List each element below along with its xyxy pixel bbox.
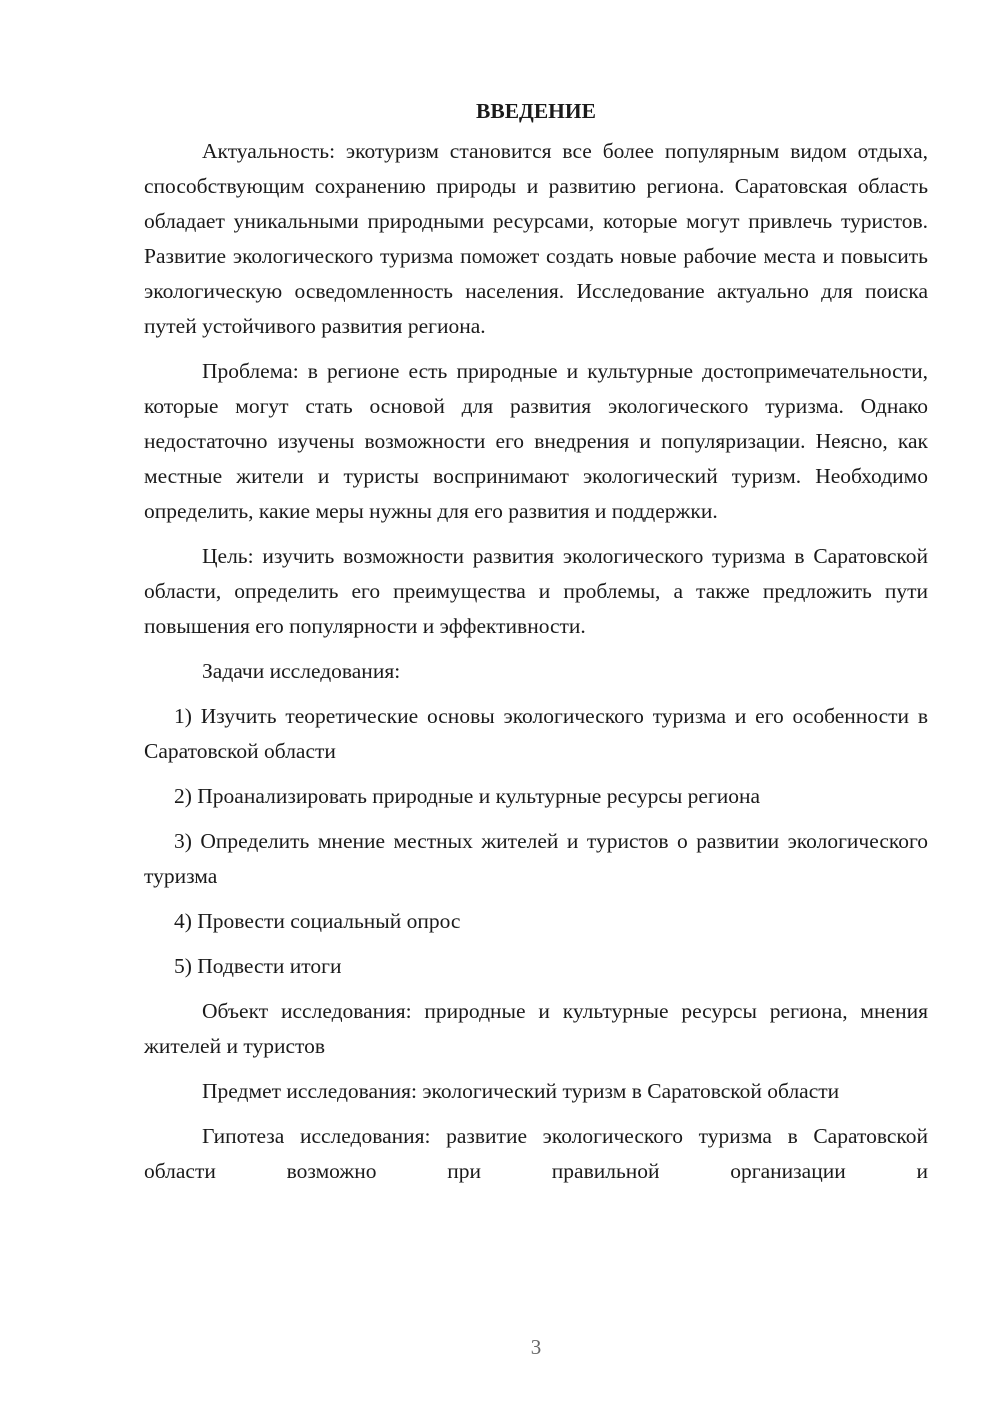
hypothesis-paragraph: Гипотеза исследования: развитие экологического туризма в Саратовской области возможно при правильной организации и	[144, 1124, 928, 1183]
object-paragraph: Объект исследования: природные и культурные ресурсы региона, мнения жителей и туристов	[144, 999, 928, 1058]
goal-paragraph: Цель: изучить возможности развития экологического туризма в Саратовской области, определить его преимущества и проблемы, а также предложить пути повышения его популярности и эффективности.	[144, 544, 928, 638]
task-item-2: 2) Проанализировать природные и культурные ресурсы региона	[174, 784, 761, 808]
task-item-5: 5) Подвести итоги	[174, 954, 342, 978]
section-title: ВВЕДЕНИЕ	[476, 99, 596, 123]
task-item-1: 1) Изучить теоретические основы экологического туризма и его особенности в Саратовской области	[144, 704, 928, 763]
page-number: 3	[530, 1335, 542, 1359]
problem-paragraph: Проблема: в регионе есть природные и культурные достопримечательности, которые могут стать основой для развития экологического туризма. Однако недостаточно изучены возможности его внедрения и популяризации. Неясно, как местные жители и туристы воспринимают экологический туризм. Необходимо определить, какие меры нужны для его развития и поддержки.	[144, 359, 928, 523]
task-item-3: 3) Определить мнение местных жителей и туристов о развитии экологического туризма	[144, 829, 928, 888]
subject-paragraph: Предмет исследования: экологический туризм в Саратовской области	[202, 1079, 840, 1103]
task-item-4: 4) Провести социальный опрос	[174, 909, 461, 933]
relevance-paragraph: Актуальность: экотуризм становится все более популярным видом отдыха, способствующим сохранению природы и развитию региона. Саратовская область обладает уникальными природными ресурсами, которые могут привлечь туристов. Развитие экологического туризма поможет создать новые рабочие места и повысить экологическую осведомленность населения. Исследование актуально для поиска путей устойчивого развития региона.	[144, 139, 928, 338]
page-content	[144, 96, 928, 1199]
tasks-heading: Задачи исследования:	[202, 659, 401, 683]
tasks-list	[144, 699, 928, 984]
